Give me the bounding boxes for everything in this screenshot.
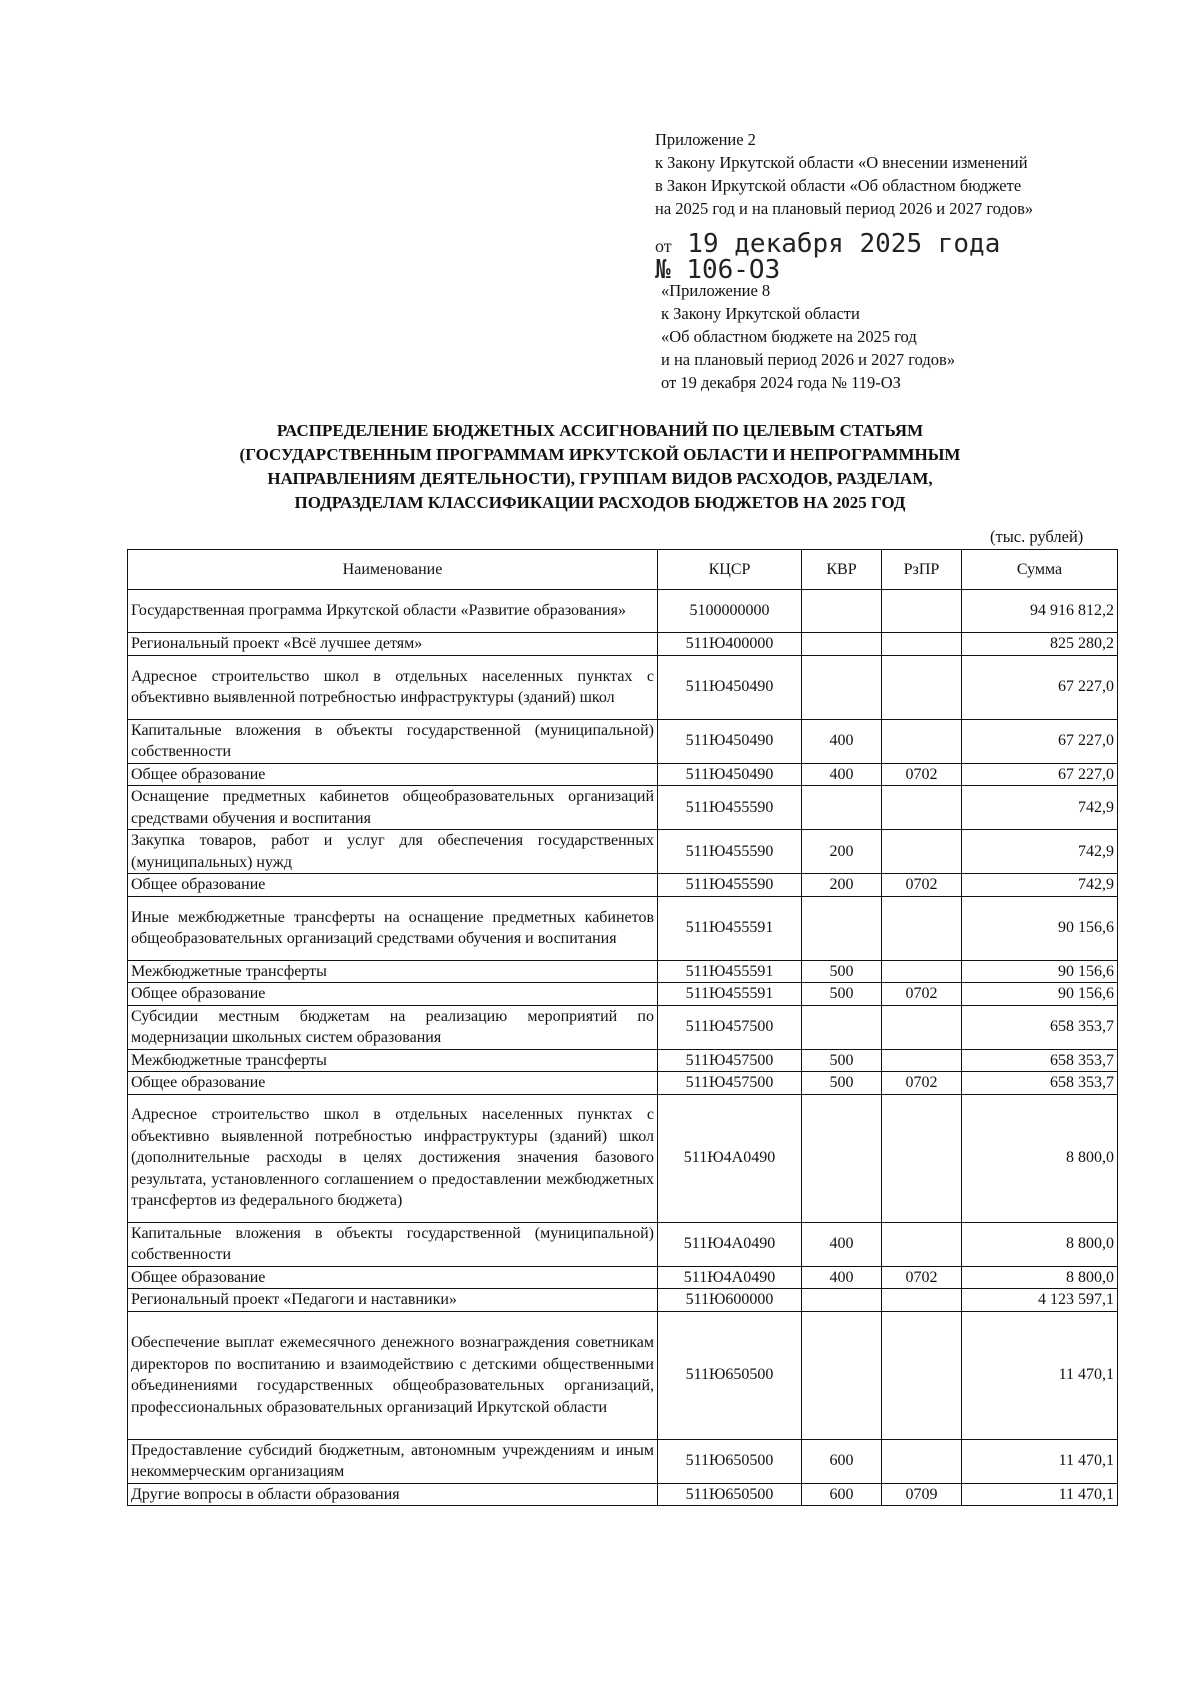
row-kvr-cell: 200 [802,830,882,874]
title-line: РАСПРЕДЕЛЕНИЕ БЮДЖЕТНЫХ АССИГНОВАНИЙ ПО ЦЕЛЕВЫМ СТАТЬЯМ [276,421,924,440]
row-name-cell: Адресное строительство школ в отдельных населенных пунктах с объективно выявленной потребностью инфраструктуры (зданий) школ [128,655,658,719]
header-kvr: КВР [802,550,882,590]
row-rzpr-cell [882,719,962,763]
row-sum-cell: 658 353,7 [962,1005,1118,1049]
row-rzpr-cell: 0702 [882,763,962,786]
row-kvr-cell: 400 [802,1266,882,1289]
header-line: к Закону Иркутской области «О внесении изменений [655,153,1028,172]
date-prefix: от [655,236,672,256]
row-name-cell: Капитальные вложения в объекты государственной (муниципальной) собственности [128,719,658,763]
appendix8-line: и на плановый период 2026 и 2027 годов» [661,350,956,369]
document-title [150,419,1050,515]
table-row [128,655,1118,719]
row-rzpr-cell: 0709 [882,1483,962,1506]
row-name-cell: Межбюджетные трансферты [128,1049,658,1072]
table-row [128,590,1118,633]
units-label: (тыс. рублей) [990,527,1084,546]
row-name-cell: Общее образование [128,763,658,786]
table-row [128,896,1118,960]
row-sum-cell: 90 156,6 [962,983,1118,1006]
row-sum-cell: 742,9 [962,830,1118,874]
row-kcsr-cell: 511Ю600000 [658,1289,802,1312]
row-sum-cell: 67 227,0 [962,655,1118,719]
row-kcsr-cell: 511Ю450490 [658,763,802,786]
row-sum-cell: 742,9 [962,786,1118,830]
row-kcsr-cell: 511Ю457500 [658,1072,802,1095]
row-rzpr-cell [882,633,962,656]
row-name-cell: Региональный проект «Педагоги и наставники» [128,1289,658,1312]
row-kvr-cell [802,590,882,633]
title-line: ПОДРАЗДЕЛАМ КЛАССИФИКАЦИИ РАСХОДОВ БЮДЖЕТОВ НА 2025 ГОД [294,493,906,512]
table-row [128,1266,1118,1289]
row-kvr-cell: 400 [802,719,882,763]
row-kcsr-cell: 511Ю450490 [658,655,802,719]
row-rzpr-cell [882,1289,962,1312]
table-row [128,1072,1118,1095]
row-rzpr-cell [882,655,962,719]
table-row [128,763,1118,786]
table-row [128,874,1118,897]
row-sum-cell: 8 800,0 [962,1222,1118,1266]
row-sum-cell: 4 123 597,1 [962,1289,1118,1312]
row-rzpr-cell [882,960,962,983]
row-kvr-cell [802,1311,882,1439]
appendix8-line: «Об областном бюджете на 2025 год [661,327,917,346]
row-sum-cell: 8 800,0 [962,1094,1118,1222]
row-name-cell: Закупка товаров, работ и услуг для обеспечения государственных (муниципальных) нужд [128,830,658,874]
row-name-cell: Адресное строительство школ в отдельных населенных пунктах с объективно выявленной потребностью инфраструктуры (зданий) школ (дополнительные расходы в целях достижения значения базового результата, установленного соглашением о предоставлении межбюджетных трансфертов из федерального бюджета) [128,1094,658,1222]
row-name-cell: Общее образование [128,983,658,1006]
row-rzpr-cell [882,1222,962,1266]
row-name-cell: Общее образование [128,1072,658,1095]
row-rzpr-cell [882,830,962,874]
row-kcsr-cell: 511Ю4А0490 [658,1266,802,1289]
row-name-cell: Иные межбюджетные трансферты на оснащение предметных кабинетов общеобразовательных организаций средствами обучения и воспитания [128,896,658,960]
row-kcsr-cell: 511Ю450490 [658,719,802,763]
budget-table [127,549,1118,1506]
row-kvr-cell [802,896,882,960]
title-line: НАПРАВЛЕНИЯМ ДЕЯТЕЛЬНОСТИ), ГРУППАМ ВИДОВ РАСХОДОВ, РАЗДЕЛАМ, [267,469,933,488]
row-kvr-cell: 200 [802,874,882,897]
row-sum-cell: 658 353,7 [962,1049,1118,1072]
row-name-cell: Другие вопросы в области образования [128,1483,658,1506]
row-kcsr-cell: 511Ю650500 [658,1483,802,1506]
row-name-cell: Оснащение предметных кабинетов общеобразовательных организаций средствами обучения и воспитания [128,786,658,830]
row-kvr-cell: 500 [802,1072,882,1095]
appendix-2-header [655,128,1115,220]
table-row [128,1311,1118,1439]
row-name-cell: Общее образование [128,874,658,897]
header-line: на 2025 год и на плановый период 2026 и 2027 годов» [655,199,1034,218]
row-name-cell: Общее образование [128,1266,658,1289]
row-name-cell: Субсидии местным бюджетам на реализацию мероприятий по модернизации школьных систем образования [128,1005,658,1049]
row-kcsr-cell: 511Ю4А0490 [658,1222,802,1266]
row-rzpr-cell [882,1439,962,1483]
table-row [128,1289,1118,1312]
row-rzpr-cell [882,1094,962,1222]
header-name: Наименование [128,550,658,590]
row-rzpr-cell: 0702 [882,1266,962,1289]
row-rzpr-cell [882,786,962,830]
row-rzpr-cell: 0702 [882,983,962,1006]
header-line: в Закон Иркутской области «Об областном бюджете [655,176,1022,195]
row-sum-cell: 67 227,0 [962,719,1118,763]
row-kcsr-cell: 5100000000 [658,590,802,633]
row-kvr-cell [802,1005,882,1049]
table-row [128,1094,1118,1222]
row-name-cell: Региональный проект «Всё лучшее детям» [128,633,658,656]
row-kcsr-cell: 511Ю650500 [658,1311,802,1439]
row-sum-cell: 67 227,0 [962,763,1118,786]
row-rzpr-cell [882,1005,962,1049]
table-row [128,1005,1118,1049]
row-sum-cell: 11 470,1 [962,1311,1118,1439]
row-sum-cell: 90 156,6 [962,960,1118,983]
table-row [128,1049,1118,1072]
row-sum-cell: 742,9 [962,874,1118,897]
row-kvr-cell: 500 [802,960,882,983]
title-line: (ГОСУДАРСТВЕННЫМ ПРОГРАММАМ ИРКУТСКОЙ ОБЛАСТИ И НЕПРОГРАММНЫМ [239,445,961,464]
number-prefix: № [655,255,671,285]
row-kcsr-cell: 511Ю455590 [658,786,802,830]
table-row [128,1222,1118,1266]
row-kvr-cell [802,655,882,719]
row-kvr-cell: 500 [802,983,882,1006]
appendix8-line: «Приложение 8 [661,281,771,300]
row-kcsr-cell: 511Ю400000 [658,633,802,656]
row-kvr-cell: 400 [802,763,882,786]
appendix-8-header [661,279,1121,394]
appendix8-line: к Закону Иркутской области [661,304,860,323]
row-kcsr-cell: 511Ю455590 [658,830,802,874]
row-name-cell: Капитальные вложения в объекты государственной (муниципальной) собственности [128,1222,658,1266]
table-row [128,1439,1118,1483]
table-body [128,590,1118,1506]
row-kvr-cell: 600 [802,1483,882,1506]
header-rzpr: РзПР [882,550,962,590]
table-row [128,830,1118,874]
table-row [128,633,1118,656]
header-line: Приложение 2 [655,130,756,149]
table-row [128,719,1118,763]
table-row [128,960,1118,983]
table-row [128,1483,1118,1506]
row-kcsr-cell: 511Ю455590 [658,874,802,897]
table-header-row [128,550,1118,590]
row-sum-cell: 8 800,0 [962,1266,1118,1289]
row-kvr-cell [802,633,882,656]
appendix8-line: от 19 декабря 2024 года № 119-ОЗ [661,373,901,392]
row-sum-cell: 90 156,6 [962,896,1118,960]
row-sum-cell: 11 470,1 [962,1439,1118,1483]
table-row [128,786,1118,830]
header-sum: Сумма [962,550,1118,590]
row-name-cell: Обеспечение выплат ежемесячного денежного вознаграждения советникам директоров по воспитанию и взаимодействию с детскими общественными объединениями государственных общеобразовательных организаций, профессиональных образовательных организаций Иркутской области [128,1311,658,1439]
row-rzpr-cell: 0702 [882,1072,962,1095]
row-rzpr-cell [882,1049,962,1072]
table-row [128,983,1118,1006]
law-date: 19 декабря 2025 года [687,229,1001,259]
row-sum-cell: 11 470,1 [962,1483,1118,1506]
row-kcsr-cell: 511Ю650500 [658,1439,802,1483]
row-name-cell: Государственная программа Иркутской области «Развитие образования» [128,590,658,633]
row-sum-cell: 94 916 812,2 [962,590,1118,633]
law-date-number-stamp [655,229,1175,285]
row-kcsr-cell: 511Ю457500 [658,1049,802,1072]
row-sum-cell: 825 280,2 [962,633,1118,656]
row-rzpr-cell [882,590,962,633]
law-number: 106-ОЗ [686,255,781,285]
row-kvr-cell [802,1094,882,1222]
row-sum-cell: 658 353,7 [962,1072,1118,1095]
row-kcsr-cell: 511Ю455591 [658,960,802,983]
row-rzpr-cell [882,1311,962,1439]
row-kcsr-cell: 511Ю457500 [658,1005,802,1049]
row-kvr-cell: 500 [802,1049,882,1072]
row-kcsr-cell: 511Ю4А0490 [658,1094,802,1222]
row-kcsr-cell: 511Ю455591 [658,896,802,960]
row-rzpr-cell: 0702 [882,874,962,897]
row-kvr-cell: 600 [802,1439,882,1483]
row-kvr-cell [802,786,882,830]
row-rzpr-cell [882,896,962,960]
row-kvr-cell: 400 [802,1222,882,1266]
row-kcsr-cell: 511Ю455591 [658,983,802,1006]
row-name-cell: Предоставление субсидий бюджетным, автономным учреждениям и иным некоммерческим организациям [128,1439,658,1483]
header-kcsr: КЦСР [658,550,802,590]
row-kvr-cell [802,1289,882,1312]
row-name-cell: Межбюджетные трансферты [128,960,658,983]
